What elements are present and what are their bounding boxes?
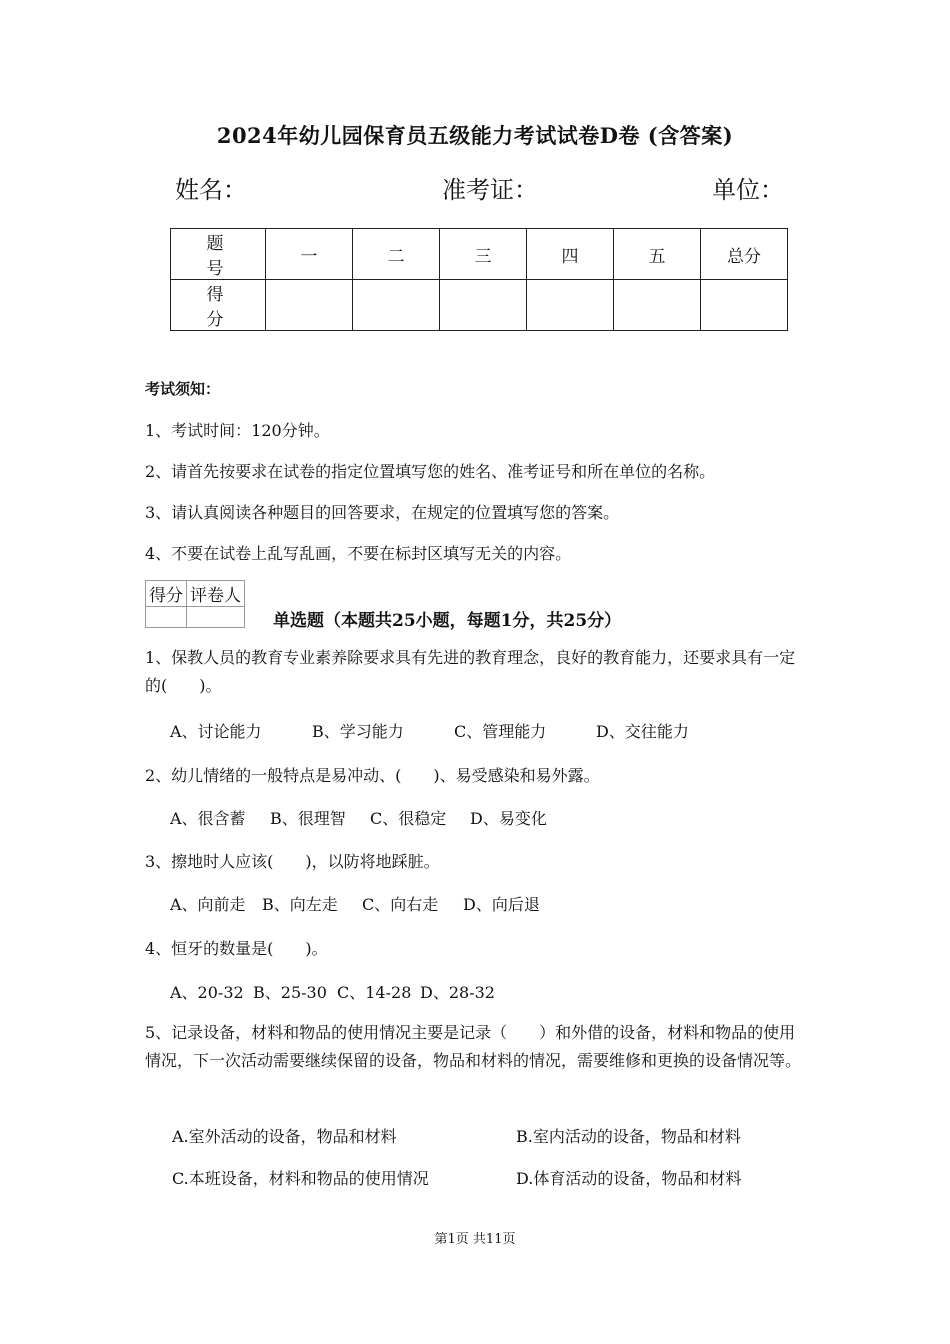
answer-option[interactable]: A.室外活动的设备，物品和材料 xyxy=(172,1127,397,1146)
unit-field-label: 单位： xyxy=(712,176,784,204)
answer-option[interactable]: D.体育活动的设备，物品和材料 xyxy=(516,1169,742,1188)
grader-score-label: 得分 xyxy=(146,581,187,607)
score-row-label: 得 分 xyxy=(171,280,266,331)
grader-box xyxy=(145,580,245,628)
answer-option[interactable]: B、25-30 xyxy=(253,983,327,1002)
score-table-header-cell: 二 xyxy=(353,229,440,280)
question-text: 4、恒牙的数量是( )。 xyxy=(145,939,328,958)
grader-reviewer-label: 评卷人 xyxy=(187,581,245,607)
answer-option[interactable]: D、向后退 xyxy=(463,895,540,914)
question-text: 5、记录设备，材料和物品的使用情况主要是记录（ ）和外借的设备，材料和物品的使用情况，下一次活动需要继续保留的设备，物品和材料的情况，需要维修和更换的设备情况等。 xyxy=(145,1023,802,1070)
score-cell[interactable] xyxy=(527,280,614,331)
score-cell[interactable] xyxy=(701,280,788,331)
score-cell[interactable] xyxy=(266,280,353,331)
score-table-header-cell: 五 xyxy=(614,229,701,280)
score-table xyxy=(170,228,788,331)
score-table-header-cell: 四 xyxy=(527,229,614,280)
question-text: 2、幼儿情绪的一般特点是易冲动、( )、易受感染和易外露。 xyxy=(145,766,600,785)
answer-option[interactable]: C.本班设备，材料和物品的使用情况 xyxy=(172,1169,429,1188)
answer-option[interactable]: A、讨论能力 xyxy=(170,722,262,741)
notice-item: 4、不要在试卷上乱写乱画，不要在标封区填写无关的内容。 xyxy=(145,544,572,563)
notice-item: 2、请首先按要求在试卷的指定位置填写您的姓名、准考证号和所在单位的名称。 xyxy=(145,462,716,481)
answer-option[interactable]: B、很理智 xyxy=(270,809,346,828)
name-field-label: 姓名： xyxy=(175,176,247,204)
page-footer: 第1页 共11页 xyxy=(434,1232,516,1247)
answer-option[interactable]: D、交往能力 xyxy=(596,722,689,741)
exam-id-field-label: 准考证： xyxy=(442,176,538,204)
document-title: 2024年幼儿园保育员五级能力考试试卷D卷 (含答案) xyxy=(216,123,734,148)
score-table-score-row xyxy=(171,280,788,331)
score-cell[interactable] xyxy=(353,280,440,331)
section-title: 单选题（本题共25小题，每题1分，共25分） xyxy=(273,611,622,631)
notice-item: 1、考试时间：120分钟。 xyxy=(145,421,330,440)
score-cell[interactable] xyxy=(440,280,527,331)
notice-item: 3、请认真阅读各种题目的回答要求，在规定的位置填写您的答案。 xyxy=(145,503,620,522)
answer-option[interactable]: C、管理能力 xyxy=(454,722,547,741)
score-table-header-cell: 三 xyxy=(440,229,527,280)
score-table-header-cell: 总分 xyxy=(701,229,788,280)
answer-option[interactable]: C、14-28 xyxy=(337,983,412,1002)
answer-option[interactable]: B、向左走 xyxy=(262,895,338,914)
notice-title: 考试须知： xyxy=(145,380,221,398)
answer-option[interactable]: A、很含蓄 xyxy=(170,809,246,828)
question-text: 1、保教人员的教育专业素养除要求具有先进的教育理念，良好的教育能力，还要求具有一定的( )。 xyxy=(145,648,796,695)
answer-option[interactable]: B、学习能力 xyxy=(312,722,404,741)
score-table-header-cell: 一 xyxy=(266,229,353,280)
answer-option[interactable]: A、20-32 xyxy=(170,983,244,1002)
grader-score-cell[interactable] xyxy=(146,607,187,628)
grader-reviewer-cell[interactable] xyxy=(187,607,245,628)
answer-option[interactable]: D、易变化 xyxy=(470,809,547,828)
answer-option[interactable]: C、很稳定 xyxy=(370,809,447,828)
answer-option[interactable]: D、28-32 xyxy=(420,983,495,1002)
score-cell[interactable] xyxy=(614,280,701,331)
score-table-header-cell: 题 号 xyxy=(171,229,266,280)
answer-option[interactable]: B.室内活动的设备，物品和材料 xyxy=(516,1127,741,1146)
answer-option[interactable]: C、向右走 xyxy=(362,895,439,914)
question-text: 3、擦地时人应该( )，以防将地踩脏。 xyxy=(145,852,440,871)
answer-option[interactable]: A、向前走 xyxy=(170,895,246,914)
score-table-header-row xyxy=(171,229,788,280)
